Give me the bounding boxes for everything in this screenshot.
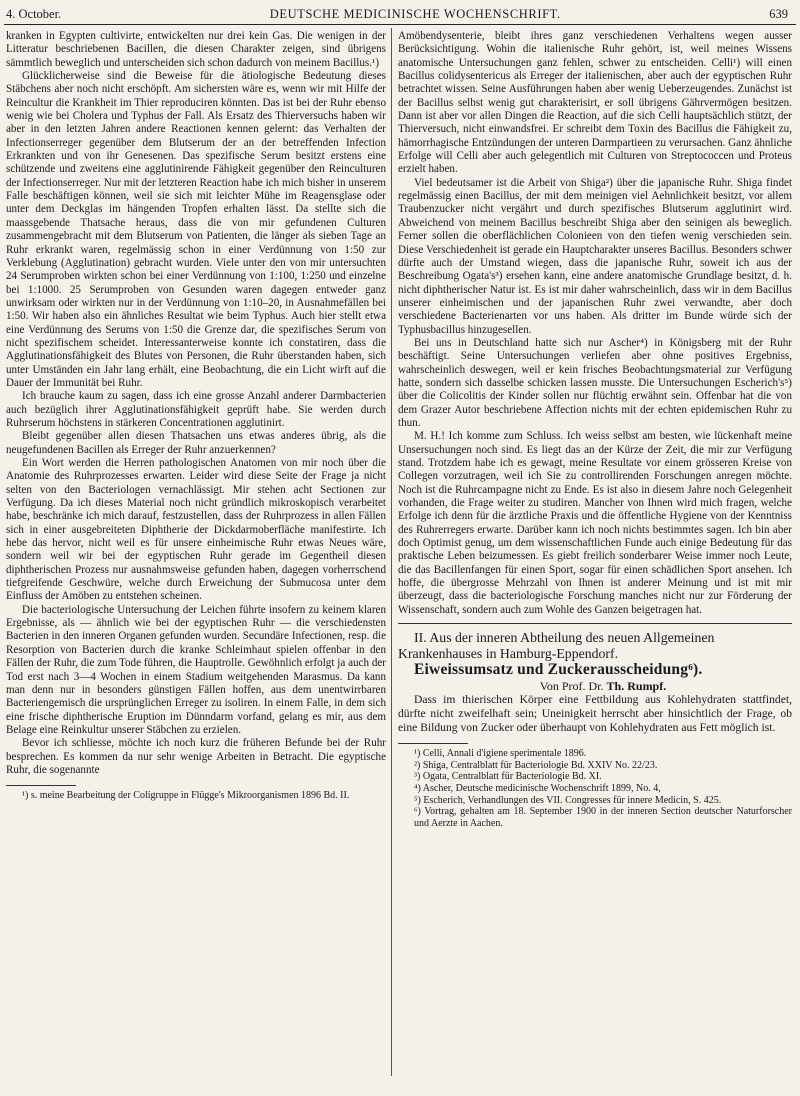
section-title: II. Aus der inneren Abtheilung des neuen Allgemeinen Krankenhauses in Hamburg-Eppendorf. [398, 630, 715, 661]
footnote: ³) Ogata, Centralblatt für Bacteriologie Bd. XI. [414, 771, 602, 783]
left-column [6, 30, 386, 1076]
paragraph: Ich brauche kaum zu sagen, dass ich eine grosse Anzahl anderer Darmbacterien auch bezüglich ihrer Agglutinationsfähigkeit geprüft habe. Sie werden durch Ruhrserum höchstens in stärkeren Concentrationen agglutinirt. [6, 390, 386, 429]
paragraph: Bei uns in Deutschland hatte sich nur Ascher⁴) in Königsberg mit der Ruhr beschäftigt. Seine Untersuchungen verliefen aber ohne positives Ergebniss, wahrscheinlich deswegen, weil er kein frisches Beobachtungsmaterial zur Verfügung hatte, sondern sich dasselbe schicken lassen musste. Die Untersuchungen Escherich's⁵) über die Colicolitis der Kinder sollen nur flüchtig erwähnt sein. Offenbar hat die von dem Grazer Autor beschriebene Affection nichts mit der echten epidemischen Ruhr zu thun. [398, 336, 792, 429]
article-title: Eiweissumsatz und Zuckerausscheidung⁶). [414, 661, 703, 679]
footnote: ⁶) Vortrag, gehalten am 18. September 1900 in der inneren Section deutscher Naturforscher und Aerzte in Aachen. [414, 806, 792, 829]
column-divider [391, 28, 392, 1076]
right-column [398, 30, 792, 1076]
header-rule [4, 24, 796, 25]
paragraph: M. H.! Ich komme zum Schluss. Ich weiss selbst am besten, wie lückenhaft meine Unsersuchungen noch sind. Es liegt das an der Kürze der Zeit, die mir zur Verfügung stand. Trotzdem habe ich es gewagt, meine Resultate vor einem grösseren Kreise von Collegen vorzutragen, weil ich Sie zu controllirenden Forschungen anregen möchte. Noch ist die Ruhrcampagne nicht zu Ende. Es ist also in diesem Jahre noch Gelegenheit vorhanden, die Frage weiter zu studiren. Mancher von Ihnen wird mich fragen, welche Erfolge ich denn für die ärztliche Praxis und die öffentliche Hygiene von der Kenntniss des Ruhrerregers erwarte. Darüber kann ich noch nichts bestimmtes sagen. Ich bin aber doch Optimist genug, um dem wissenschaftlichen Funde auch einige Bedeutung für das praktische Leben beizumessen. Es giebt freilich sonderbarer Weise immer noch Leute, die das Bacillenfangen für einen Sport, sogar für einen schädlichen Sport ansehen. Ich hoffe, die übergrosse Mehrzahl von Ihnen ist anderer Meinung und ist mit mir überzeugt, dass die bacteriologische Forschung manches nicht nur zur Förderung der Wissenschaft, sondern auch zum Wohle des Ganzen beigetragen hat. [398, 430, 792, 616]
author-prefix: Von Prof. Dr. [539, 679, 604, 694]
footnote-rule [398, 743, 468, 744]
paragraph: Glücklicherweise sind die Beweise für die ätiologische Bedeutung dieses Stäbchens aber noch nicht erschöpft. Am sichersten wäre es, wenn wir mit Hilfe der Reincultur die Krankheit im Thier reproduciren könnten. Das ist bei der Ruhr ebenso wenig wie bei Cholera und Typhus der Fall. Als Ersatz des Thierversuchs haben wir aber in den letzten Jahren andere Reactionen kennen gelernt: das Verhalten der Infectionserreger gegenüber dem Blutserum der an der betreffenden Infection Erkrankten und von ihr Genesenen. Das spezifische Serum besitzt erstens eine schützende und zweitens eine agglutinirende Fähigkeit gegenüber den Reinculturen der Infectionserreger. Nur mit der letzteren Reaction habe ich mich bisher in unserem Falle beschäftigen können, weil sie sich mit leichter Mühe im Reagensglase oder unter dem Deckglas im hängenden Tropfen erhalten lässt. Da stellte sich die maassgebende Thatsache heraus, dass die von mir gefundenen Culturen zusammengebracht mit dem Blutserum von Patienten, die länger als sieben Tage an Ruhr erkrankt waren, regelmässig schon in einer Verdünnung von 1:50 zur Verklebung (Agglutination) gebracht wurden. Viele unter den von mir untersuchten 24 Serumproben wirkten schon bei einer Verdünnung von 1:100, 1:250 und einzelne bei 1:1000. 25 Serumproben von Gesunden waren dagegen entweder ganz unwirksam oder wirkten nur in der Verdünnung von 1:10–20, in Ausnahmefällen bei 1:50. Wir haben also ein ähnliches Resultat wie beim Typhus. Auch hier stellt etwa eine Verdünnung des Serums von 1:50 die Grenze dar, die spezifisches Serum von nicht spezifischem scheidet. Interessanterweise konnte ich constatiren, dass die Agglutinationsfähigkeit des Blutes von Personen, die Ruhr überstanden haben, sich unter Umständen ein Jahr lang erhält, eine Beobachtung, die ein Licht wirft auf die Dauer der Immunität bei Ruhr. [6, 70, 386, 389]
paragraph: Bevor ich schliesse, möchte ich noch kurz die früheren Befunde bei der Ruhr besprechen. Es kommen da nur sehr wenige Arbeiten in Betracht. Die egyptische Ruhr, die sogenannte [6, 737, 386, 776]
footnote: ²) Shiga, Centralblatt für Bacteriologie Bd. XXIV No. 22/23. [414, 759, 658, 771]
footnote: ¹) Celli, Annali d'igiene sperimentale 1896. [414, 748, 587, 760]
paragraph: Ein Wort werden die Herren pathologischen Anatomen von mir noch über die Anatomie des Ruhrprozesses erwarten. Leider wird diese Seite der Frage ja nicht selten von den Bacteriologen vernachlässigt. Mir stehen acht Sectionen zur Verfügung. Da ich dieses Material noch nicht gründlich mikroskopisch verarbeitet habe, beschränke ich mich darauf, festzustellen, dass der Ruhrprozess in allen Fällen sich in einer ausgebreiteten Diphtherie der Dickdarmoberfläche manifestirte. Ich hebe das hervor, nicht weil es für unsere einheimische Ruhr etwas Neues wäre, sondern weil wir bei der egyptischen Ruhr gerade im Gegentheil diesen diphtherischen Prozess nur ausnahmsweise gefunden haben, dagegen vorherrschend tiefgreifende Geschwüre, welche durch Erweichung der Submucosa unter dem Einfluss der Amöben zu entstehen scheinen. [6, 457, 386, 603]
paragraph: Bleibt gegenüber allen diesen Thatsachen uns etwas anderes übrig, als die neugefundenen Bacillen als Erreger der Ruhr anzuerkennen? [6, 430, 386, 456]
page-header [6, 4, 788, 24]
journal-title: DEUTSCHE MEDICINISCHE WOCHENSCHRIFT. [269, 6, 561, 21]
author-line [398, 679, 792, 693]
page-number: 639 [769, 6, 788, 21]
footnotes [398, 748, 792, 829]
footnote: ¹) s. meine Bearbeitung der Coligruppe in Flügge's Mikroorganismen 1896 Bd. II. [22, 790, 350, 802]
footnote: ⁵) Escherich, Verhandlungen des VII. Congresses für innere Medicin, S. 425. [414, 794, 722, 806]
issue-date: 4. October. [6, 6, 62, 21]
paragraph: kranken in Egypten cultivirte, entwickelten nur drei kein Gas. Die wenigen in der Litteratur beschriebenen Bacillen, die diesen Charakter zeigen, sind übrigens sämmtlich beweglich und unterscheiden sich schon dadurch von meinem Bacillus.¹) [6, 30, 386, 69]
paragraph: Viel bedeutsamer ist die Arbeit von Shiga²) über die japanische Ruhr. Shiga findet regelmässig einen Bacillus, der mit dem meinigen viel Aehnlichkeit besitzt, vor allem Traubenzucker nicht vergährt und durch spezifisches Blutserum agglutinirt wird. Abweichend von meinem Bacillus beschreibt Shiga aber den seinigen als beweglich. Ferner sollen die oberflächlichen Colonieen von den tiefen wenig verschieden sein. Diese Verschiedenheit ist gerade ein Hauptcharakter unseres Bacillus. Besonders schwer dürfte auch der Umstand wiegen, dass die japanische Ruhr, soweit ich aus der Beschreibung Ogata's³) ersehen kann, eine andere anatomische Grundlage besitzt, d. h. nicht diphtherischer Natur ist. Es ist mir daher wahrscheinlich, dass wir in dem Bacillus unserer einheimischen und der japanischen Ruhr zwei verwandte, aber doch verschiedene Bacterienarten vor uns haben. Als dritter im Bunde würde sich der Typhusbacillus hinzugesellen. [398, 176, 792, 336]
abstract: Dass im thierischen Körper eine Fettbildung aus Kohlehydraten stattfindet, dürfte nicht zweifelhaft sein; Uneinigkeit herrscht aber hinsichtlich der Frage, ob eine Bildung von Zucker oder überhaupt von Kohlehydraten aus Fett möglich ist. [398, 693, 792, 735]
paragraph: Die bacteriologische Untersuchung der Leichen führte insofern zu keinem klaren Ergebnisse, als — ähnlich wie bei der egyptischen Ruhr — die verschiedensten Bacterien in den inneren Organen gefunden wurden. Secundäre Infectionen, resp. die Resorption von Bacterien durch die kranke Schleimhaut spielen offenbar in den Fällen der Ruhr, die zum Tode führen, die Hauptrolle. Gewöhnlich erfolgt ja auch der Tod erst nach 3—4 Wochen in einem Stadium weitgehenden Marasmus. Da kann man denn nur in besonders günstigen Fällen hoffen, aus dem unentwirrbaren Bacteriengemisch die ursprünglichen Erreger zu isoliren. In einem Falle, in dem sich eine frische diphtherische Eruption im Dünndarm vorfand, gelang es mir, aus dem Belage eine Reinkultur unserer Stäbchen zu erzielen. [6, 603, 386, 736]
footnote-rule [6, 785, 76, 786]
section-rule [398, 623, 792, 624]
footnote: ⁴) Ascher, Deutsche medicinische Wochenschrift 1899, No. 4, [414, 782, 661, 794]
author-name: Th. Rumpf. [606, 679, 667, 694]
paragraph: Amöbendysenterie, bleibt ihres ganz verschiedenen Verhaltens wegen ausser Berücksichtigung. Wohin die italienische Ruhr gehört, ist, weil meines Wissens anatomische Untersuchungen ganz fehlen, schwer zu entscheiden. Celli¹) will einen Bacillus colidysentericus als Erreger der italienischen, aber auch der egyptischen Ruhr betrachtet wissen. Seine Ausführungen haben aber wenig Ueberzeugendes. Zunächst ist der Bacillus selbst wenig gut charakterisirt, er soll übrigens Gährvermögen besitzen. Dann ist aber vor allen Dingen die Reaction, auf die sich Celli hauptsächlich stützt, der Thierversuch, nicht einwandsfrei. Er schreibt dem Toxin des Bacillus die Fähigkeit zu, hämorrhagische Entzündungen der unteren Darmpartieen zu verursachen. Ganz ähnliche Erfolge will Celli aber auch gelegentlich mit Culturen von Streptococcen und Proteus erzielt haben. [398, 30, 792, 176]
